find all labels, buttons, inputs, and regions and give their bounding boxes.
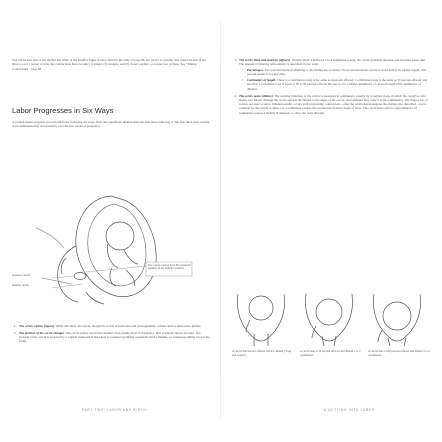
list-item-lead: The cervix softens (ripens).	[19, 324, 55, 328]
right-numbered-list	[234, 58, 430, 268]
list-item-text: The cervix points toward the mother's back during most of pregnancy, then gradually moves forward. The position of the cervix is assessed by a vaginal exam and is described as posterior (pointing toward the back), midline, or anterior (pointing toward the front).	[19, 330, 210, 344]
section-intro-paragraph: A woman makes progress toward birth in the following six ways. Note that significant dilation does not take place until step 4. The first three steps usually occur simultaneously and gradually over the last weeks of pregnancy.	[12, 120, 210, 129]
section-heading: Labor Progresses in Six Ways	[12, 106, 114, 115]
bullet-text: Three to 4 centimeters long is the same as 0 percent effaced; 2 centimeters long is the same as 50 percent effaced; and less than 1 centimeter long is equal to 90 to 99 percent effaced. Be sure not to confuse centimeters of cervical length with centimeters of dilation.	[247, 78, 428, 91]
left-numbered-list	[14, 324, 210, 386]
list-item-number: 3.	[234, 58, 237, 62]
cervix-effacement-illustrations	[232, 290, 432, 348]
pregnancy-cross-section-illustration	[16, 188, 208, 306]
bullet-lead: Percentages.	[247, 68, 264, 73]
callout-posterior-cervix: posterior cervix	[12, 274, 31, 277]
list-item	[234, 58, 430, 91]
list-item-number: 1.	[14, 324, 17, 328]
bullet-text: Zero percent means no thinning or shortening has occurred; 50 percent means the cervix is about half of its former length; 100 percent means it is paper-thin.	[247, 68, 426, 77]
list-item-number: 4.	[234, 93, 237, 98]
list-item	[14, 324, 210, 328]
callout-cervix-moves: The cervix moves from the posterior position to an anterior position.	[148, 264, 191, 271]
list-item-lead: The cervix opens (dilates).	[239, 93, 274, 98]
left-page-footer: PART TWO: LABOR AND BIRTH	[82, 408, 147, 412]
list-item-text: Usually about 4 inches (2.5 to 4 centimeters) long, the cervix gradually shortens and becomes paper-thin. The amount of thinning (effacement) is described in two ways:	[239, 58, 426, 67]
right-page-footer: 6 GETTING INTO LABOR	[324, 408, 375, 412]
list-item-number: 2.	[14, 330, 17, 335]
list-item	[234, 94, 430, 115]
figure-caption-1: A cervix that has not effaced and not dilated ("long and closed")	[232, 349, 292, 357]
bullet-lead: Centimeters of length.	[247, 78, 277, 83]
right-page	[232, 28, 432, 420]
left-page	[12, 28, 212, 420]
list-item	[14, 331, 210, 344]
list-item-text: The opening (dilation) of the cervix is measured in centimeters, usually by a vaginal exam, in which the caregiver who inserts two fingers through the cervix spreads the fingers to the edges of the cervix, and estimates how wide it is (in centimeters). The fingers are, of course, not exact science. Dilation usually occurs with progressing contractions—after the cervix has undergone the changes just described—but is common for the cervix to dilate 1 to 3 centimeters before the woman has Positive Signs of labor. The cervix must open to approximately 10 centimeters (about 4 inches) in diameter to allow the baby through.	[239, 93, 428, 115]
intro-paragraph: You can be sure that, if the mother has either of the Positive Signs of labor listed in the table on page 88, her cervix is opening. She cannot be sure if her labor is over a period of time, her contractions have become (1) longer, (2) stronger, and (3) closer together, or at least two of these. See "Timing Contractions," page 88.	[12, 58, 206, 71]
bullet-item: • Percentages. Zero percent means no thinning or shortening has occurred; 50 percent means the cervix is about half of its former length; 100 percent means it is paper-thin.	[242, 68, 426, 77]
figure-caption-2: A cervix that is 50 percent effaced and dilated 1 to 2 centimeters	[300, 349, 361, 357]
callout-anterior-cervix: anterior cervix	[12, 284, 29, 287]
book-gutter	[220, 20, 221, 420]
list-item-lead: The position of the cervix changes.	[19, 330, 65, 335]
bullet-item: • Centimeters of length. Three to 4 centimeters long is the same as 0 percent effaced; 2 centimeters long is the same as 50 percent effaced; and less than 1 centimeter long is equal to 90 to 99 percent effaced. Be sure not to confuse centimeters of cervical length with centimeters of dilation.	[242, 78, 428, 91]
list-item-text: While still thick, the cervix, though the action of hormones and prostaglandins, softens and becomes more pliable.	[55, 324, 202, 328]
list-item-lead: The cervix thins and shortens (effaces).	[239, 58, 291, 62]
figure-caption-3: A cervix that is 100 percent effaced and dilated 3 to 4 centimeters	[368, 349, 430, 357]
